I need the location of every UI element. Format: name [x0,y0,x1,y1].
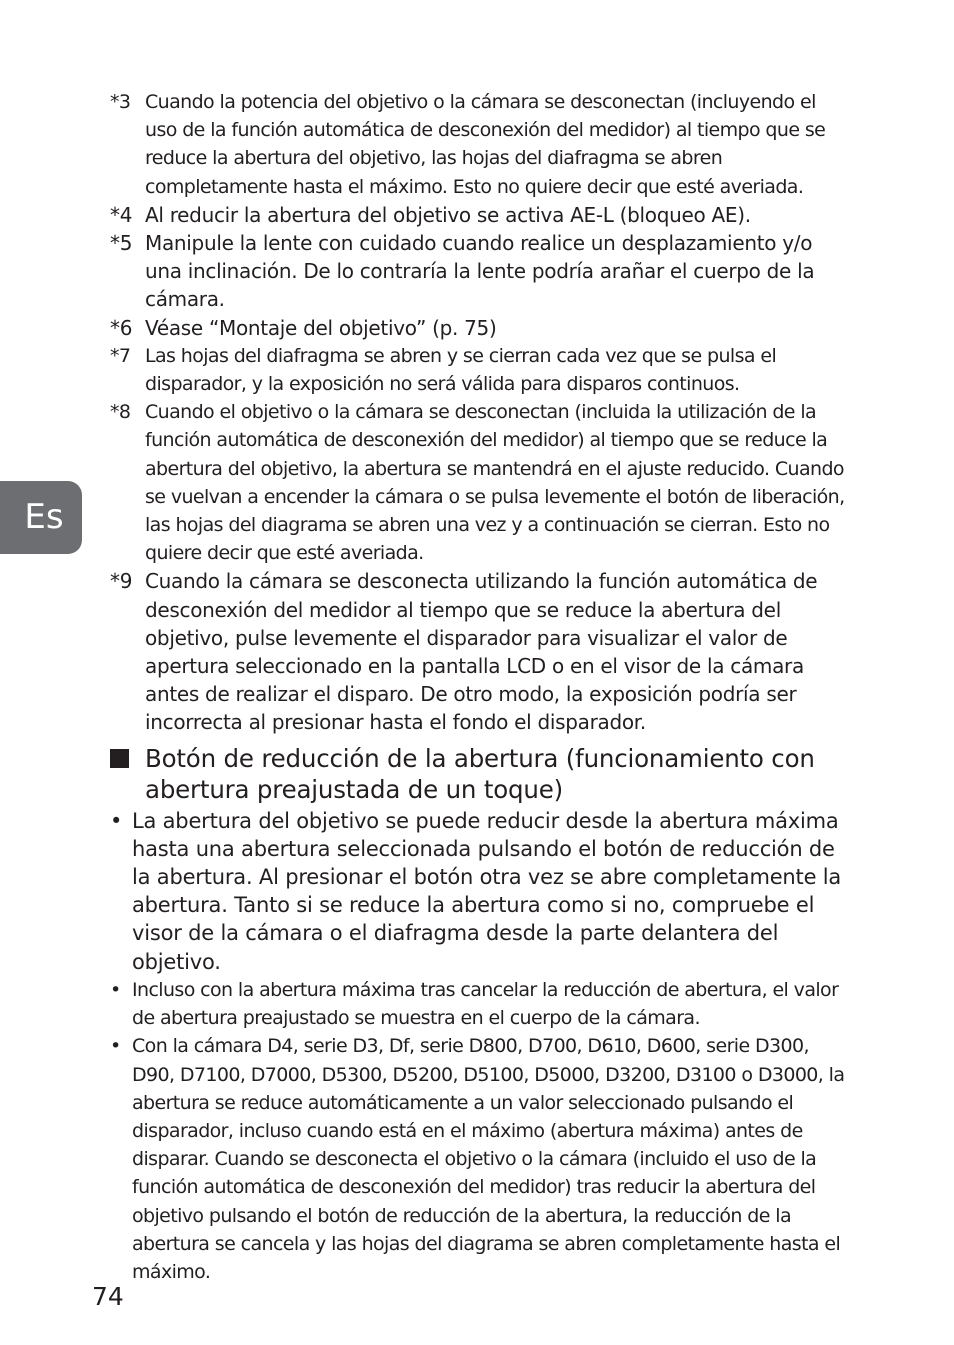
footnote-6 [110,314,850,342]
bullet-item [110,1032,850,1286]
footnote-number: *4 [110,202,133,227]
bullet-text: Incluso con la abertura máxima tras cancelar la reducción de abertura, el valor de abertura preajustado se muestra en el cuerpo de la cámara. [132,978,839,1030]
footnote-number: *8 [110,401,131,424]
footnote-text: Véase “Montaje del objetivo” (p. 75) [145,315,497,340]
bullet-dot-icon: • [110,978,121,1001]
footnote-number: *5 [110,231,133,256]
footnote-9 [110,567,850,736]
bullet-dot-icon: • [110,808,123,833]
footnote-text: Al reducir la abertura del objetivo se activa AE-L (bloqueo AE). [145,202,751,227]
footnote-8 [110,398,850,567]
bullet-dot-icon: • [110,1035,121,1058]
square-bullet-icon [110,749,129,768]
language-tab: Es [0,481,82,554]
page-content [110,88,850,1286]
footnote-number: *7 [110,344,131,367]
footnote-text: Las hojas del diafragma se abren y se cierran cada vez que se pulsa el disparador, y la exposición no será válida para disparos continuos. [145,344,777,396]
footnote-number: *6 [110,315,133,340]
footnote-3 [110,88,850,201]
bullet-item [110,976,850,1032]
section-heading [110,743,850,805]
footnote-number: *9 [110,569,133,594]
bullet-text: La abertura del objetivo se puede reducir desde la abertura máxima hasta una abertura seleccionada pulsando el botón de reducción de la abertura. Al presionar el botón otra vez se abre completamente la abertura. Tanto si se reduce la abertura como si no, compruebe el visor de la cámara o el diafragma desde la parte delantera del objetivo. [132,808,842,974]
footnote-7 [110,342,850,398]
footnote-text: Manipule la lente con cuidado cuando realice un desplazamiento y/o una inclinación. De lo contraría la lente podría arañar el cuerpo de la cámara. [145,231,815,312]
footnote-5 [110,229,850,314]
bullet-item [110,807,850,976]
footnote-number: *3 [110,91,131,113]
bullet-text: Con la cámara D4, serie D3, Df, serie D800, D700, D610, D600, serie D300, D90, D7100, D7000, D5300, D5200, D5100, D5000, D3200, D3100 o D3000, la abertura se reduce automáticamente a un valor seleccionado pulsando el disparador, incluso cuando está en el máximo (abertura máxima) antes de disparar. Cuando se desconecta el objetivo o la cámara (incluido el uso de la función automática de desconexión del medidor) tras reducir la abertura del objetivo pulsando el botón de reducción de la abertura, la reducción de la abertura se cancela y las hojas del diagrama se abren completamente hasta el máximo. [132,1035,845,1283]
section-title: Botón de reducción de la abertura (funcionamiento con abertura preajustada de un toque) [145,743,815,804]
footnote-4 [110,201,850,229]
footnote-text: Cuando la potencia del objetivo o la cámara se desconectan (incluyendo el uso de la función automática de desconexión del medidor) al tiempo que se reduce la abertura del objetivo, las hojas del diafragma se abren completamente hasta el máximo. Esto no quiere decir que esté averiada. [145,91,826,198]
footnote-text: Cuando el objetivo o la cámara se desconectan (incluida la utilización de la función automática de desconexión del medidor) al tiempo que se reduce la abertura del objetivo, la abertura se mantendrá en el ajuste reducido. Cuando se vuelvan a encender la cámara o se pulsa levemente el botón de liberación, las hojas del diagrama se abren una vez y a continuación se cierran. Esto no quiere decir que esté averiada. [145,401,845,565]
footnote-text: Cuando la cámara se desconecta utilizando la función automática de desconexión del medidor al tiempo que se reduce la abertura del objetivo, pulse levemente el disparador para visualizar el valor de apertura seleccionado en la pantalla LCD o en el visor de la cámara antes de realizar el disparo. De otro modo, la exposición podría ser incorrecta al presionar hasta el fondo el disparador. [145,569,818,735]
page-number: 74 [92,1282,124,1311]
